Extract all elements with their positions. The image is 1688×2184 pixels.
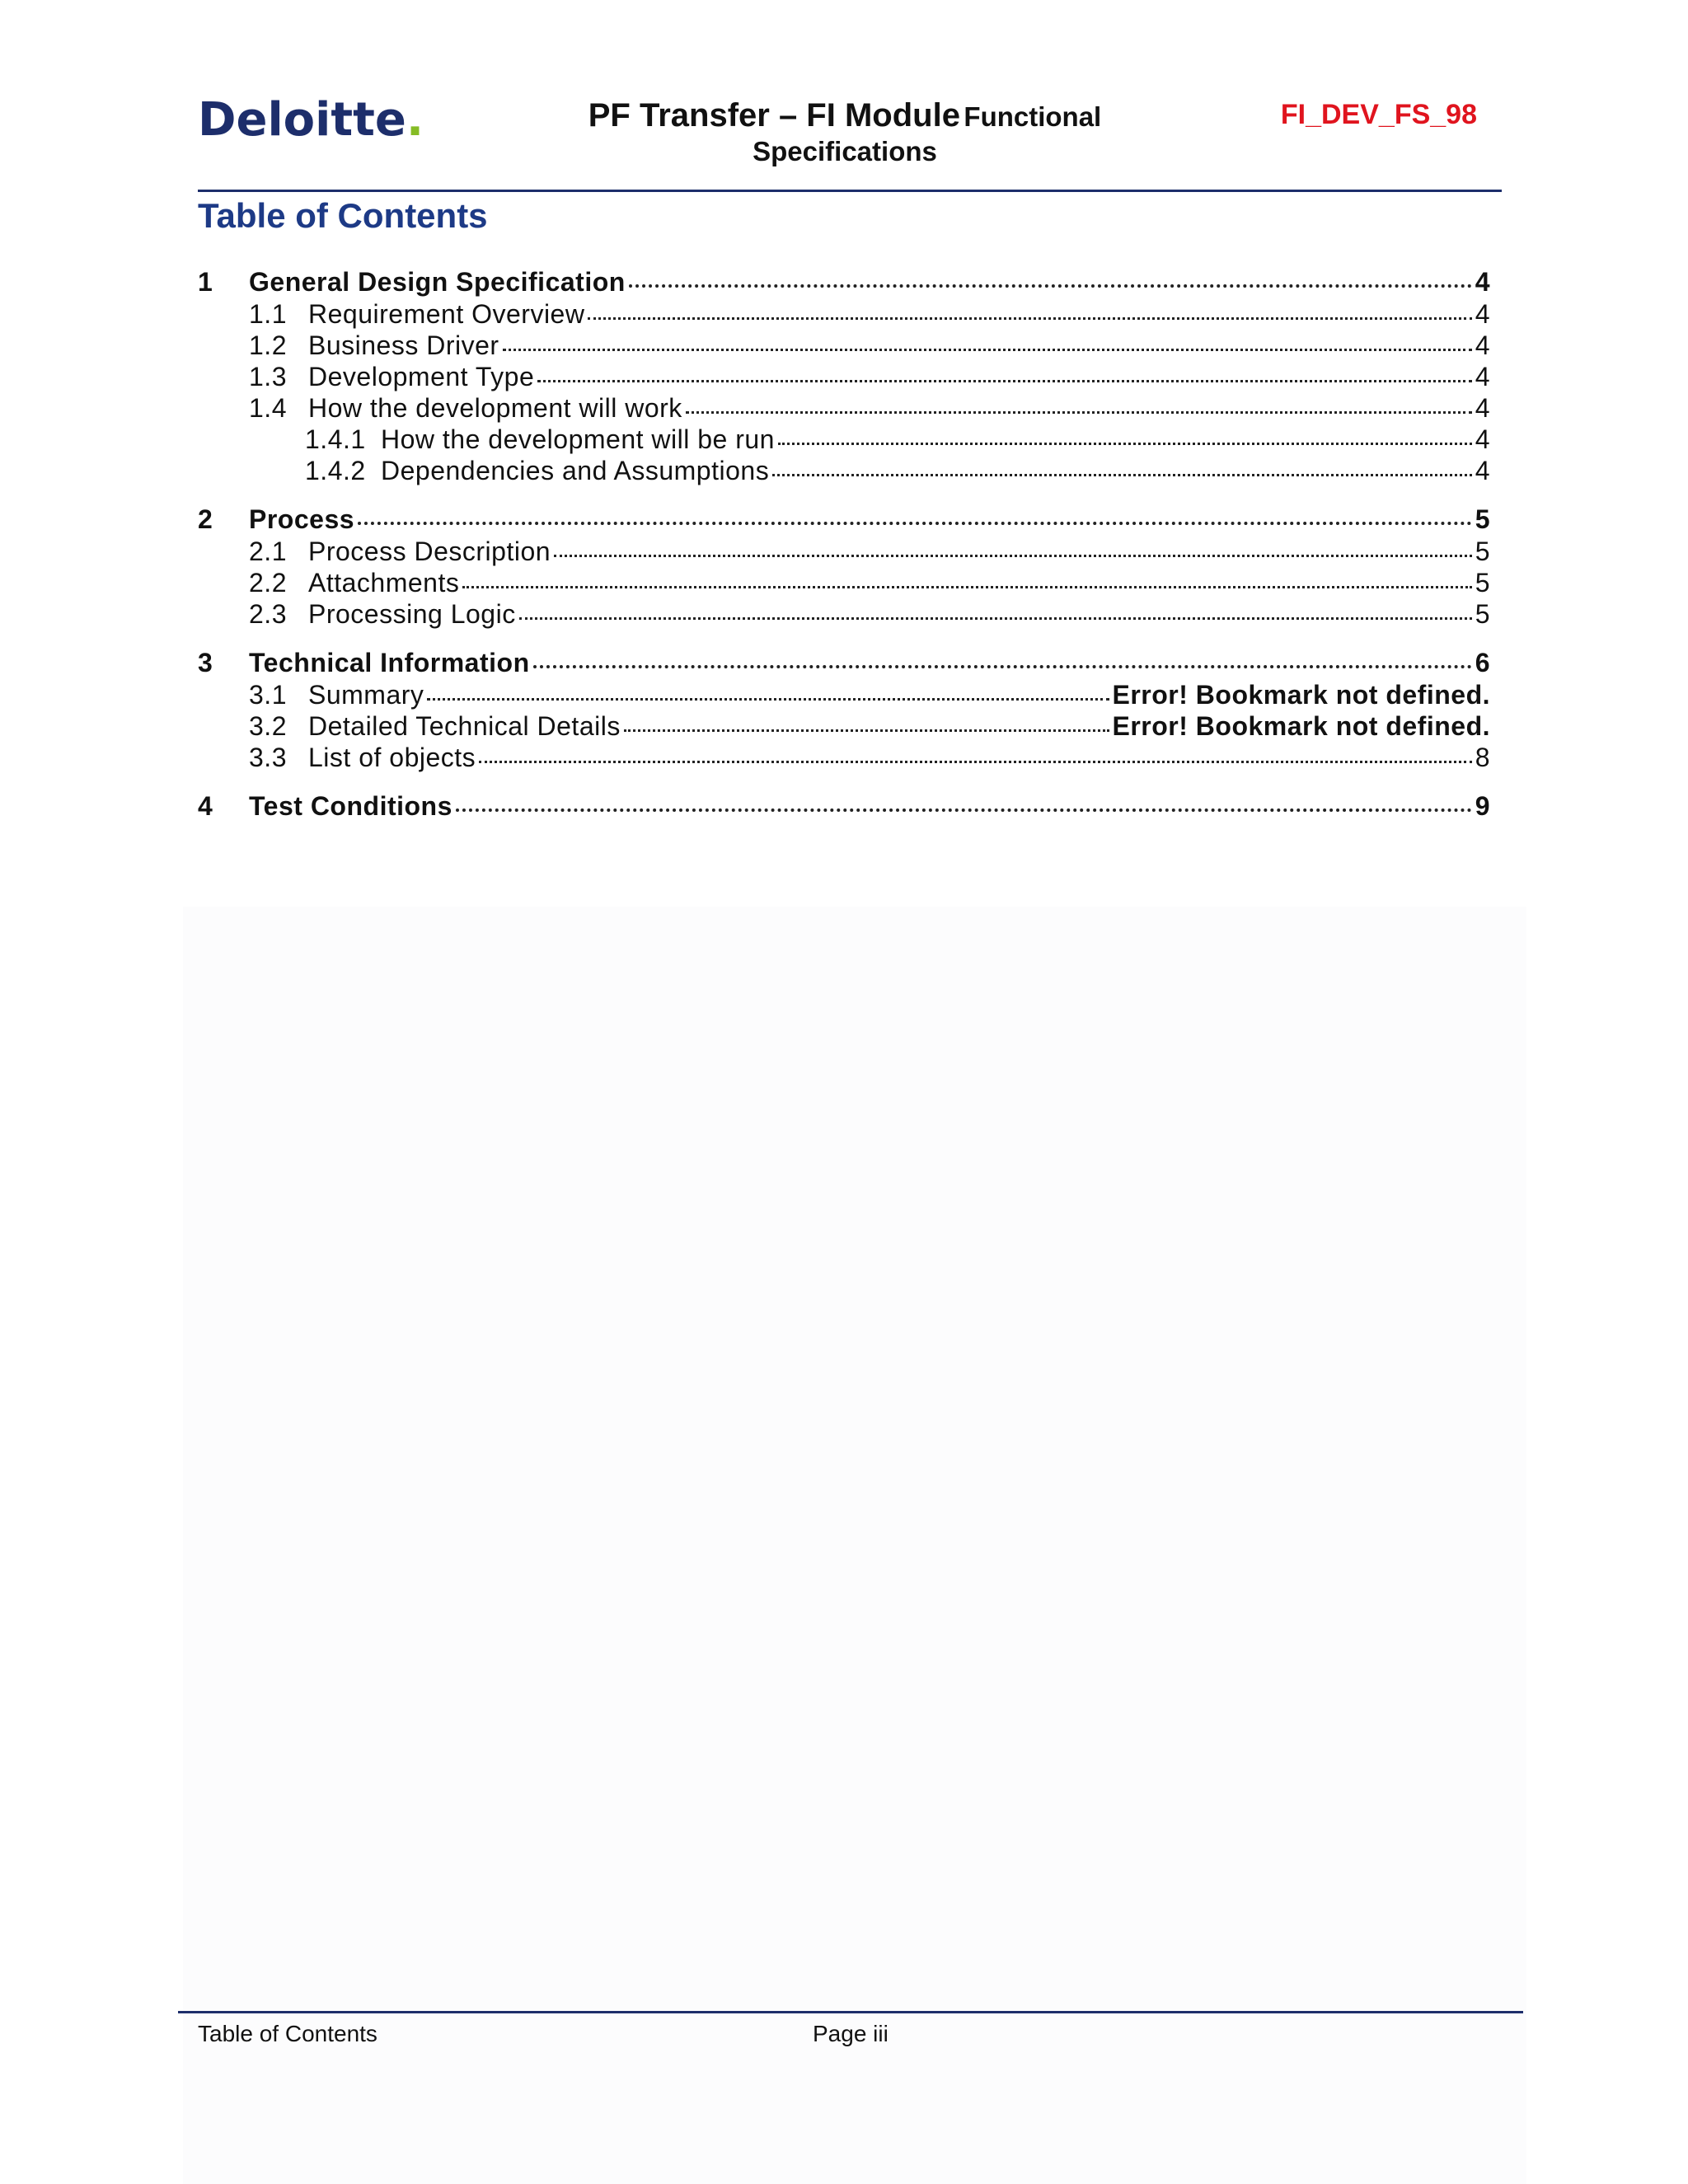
document-id: FI_DEV_FS_98 bbox=[1280, 99, 1477, 130]
footer-page-number: Page iii bbox=[813, 2021, 889, 2046]
header-rule bbox=[198, 190, 1502, 192]
toc-entry-number: 3 bbox=[198, 648, 213, 677]
toc-heading: Table of Contents bbox=[198, 196, 488, 235]
toc-entry-title: List of objects bbox=[308, 743, 476, 772]
toc-entry-title: Dependencies and Assumptions bbox=[381, 456, 770, 485]
toc-entry[interactable] bbox=[198, 567, 1490, 598]
toc-entry[interactable] bbox=[198, 298, 1490, 330]
toc-entry-number: 2.2 bbox=[249, 568, 287, 598]
toc-entry-title: Development Type bbox=[308, 362, 535, 391]
toc-entry[interactable] bbox=[198, 455, 1490, 486]
toc-entry[interactable] bbox=[198, 679, 1490, 710]
document-title bbox=[528, 96, 1162, 168]
toc-dot-leader bbox=[686, 411, 1472, 414]
toc-dot-leader bbox=[519, 617, 1472, 620]
toc-entry-number: 2.1 bbox=[249, 537, 287, 566]
toc-entry-title: How the development will be run bbox=[381, 424, 775, 454]
toc-entry-number: 2 bbox=[198, 504, 213, 534]
toc-dot-leader bbox=[554, 555, 1472, 557]
toc-dot-leader bbox=[462, 586, 1471, 588]
toc-dot-leader bbox=[629, 284, 1472, 288]
toc-entry-page: 4 bbox=[1475, 393, 1490, 423]
toc-dot-leader bbox=[772, 474, 1472, 476]
toc-entry-title: Summary bbox=[308, 680, 424, 710]
toc-entry-title: Detailed Technical Details bbox=[308, 711, 621, 741]
toc-entry-title: Requirement Overview bbox=[308, 299, 585, 329]
toc-dot-leader bbox=[537, 380, 1471, 382]
toc-entry-page: 5 bbox=[1475, 537, 1490, 566]
toc-dot-leader bbox=[358, 522, 1472, 525]
toc-entry[interactable] bbox=[198, 265, 1490, 298]
toc-entry-title: General Design Specification bbox=[249, 267, 626, 297]
toc-entry-number: 3.3 bbox=[249, 743, 287, 772]
toc-entry[interactable] bbox=[198, 742, 1490, 773]
toc-entry-number: 2.3 bbox=[249, 599, 287, 629]
toc-entry[interactable] bbox=[198, 392, 1490, 424]
footer-section-label: Table of Contents bbox=[198, 2021, 377, 2046]
toc-entry-number: 1.4.1 bbox=[305, 424, 366, 454]
toc-dot-leader bbox=[624, 729, 1109, 732]
toc-entry-page: 4 bbox=[1475, 330, 1490, 360]
toc-entry-page: Error! Bookmark not defined. bbox=[1112, 680, 1490, 710]
toc-entry[interactable] bbox=[198, 503, 1490, 536]
toc-entry-number: 1.4 bbox=[249, 393, 287, 423]
toc-entry-title: Test Conditions bbox=[249, 791, 452, 821]
toc-entry-title: How the development will work bbox=[308, 393, 682, 423]
footer-rule bbox=[178, 2011, 1523, 2013]
toc-entry[interactable] bbox=[198, 710, 1490, 742]
toc-entry-page: 4 bbox=[1475, 424, 1490, 454]
toc-entry-page: 5 bbox=[1475, 504, 1490, 534]
toc-entry-title: Technical Information bbox=[249, 648, 530, 677]
toc-entry-number: 1.3 bbox=[249, 362, 287, 391]
toc-dot-leader bbox=[479, 761, 1472, 763]
deloitte-logo: Deloitte. bbox=[198, 93, 424, 147]
toc-entry-page: 4 bbox=[1475, 267, 1490, 297]
toc-dot-leader bbox=[588, 317, 1471, 320]
title-main: PF Transfer – FI Module bbox=[588, 97, 960, 134]
toc-entry-page: 4 bbox=[1475, 362, 1490, 391]
page-background bbox=[183, 907, 1526, 2184]
title-suffix: Functional bbox=[964, 101, 1102, 132]
toc-entry[interactable] bbox=[198, 790, 1490, 823]
toc-entry-title: Business Driver bbox=[308, 330, 499, 360]
toc-entry-page: 6 bbox=[1475, 648, 1490, 677]
toc-entry-page: Error! Bookmark not defined. bbox=[1112, 711, 1490, 741]
toc-entry-title: Process Description bbox=[308, 537, 551, 566]
title-line2: Specifications bbox=[753, 136, 937, 166]
toc-dot-leader bbox=[456, 808, 1472, 812]
toc-entry-page: 5 bbox=[1475, 599, 1490, 629]
toc-entry-page: 4 bbox=[1475, 299, 1490, 329]
table-of-contents bbox=[198, 265, 1490, 823]
toc-entry-number: 4 bbox=[198, 791, 213, 821]
toc-entry[interactable] bbox=[198, 361, 1490, 392]
toc-entry[interactable] bbox=[198, 646, 1490, 679]
toc-dot-leader bbox=[533, 665, 1472, 668]
toc-entry-number: 1 bbox=[198, 267, 213, 297]
toc-entry-page: 9 bbox=[1475, 791, 1490, 821]
toc-entry-number: 3.1 bbox=[249, 680, 287, 710]
toc-entry[interactable] bbox=[198, 330, 1490, 361]
toc-entry-number: 1.4.2 bbox=[305, 456, 366, 485]
toc-entry-number: 1.2 bbox=[249, 330, 287, 360]
toc-entry-page: 4 bbox=[1475, 456, 1490, 485]
toc-dot-leader bbox=[427, 698, 1109, 701]
toc-entry-page: 5 bbox=[1475, 568, 1490, 598]
toc-entry-number: 1.1 bbox=[249, 299, 287, 329]
toc-dot-leader bbox=[503, 349, 1472, 351]
toc-dot-leader bbox=[778, 443, 1472, 445]
toc-entry[interactable] bbox=[198, 598, 1490, 630]
toc-entry[interactable] bbox=[198, 424, 1490, 455]
toc-entry-title: Process bbox=[249, 504, 355, 534]
toc-entry-number: 3.2 bbox=[249, 711, 287, 741]
toc-entry[interactable] bbox=[198, 536, 1490, 567]
toc-entry-title: Attachments bbox=[308, 568, 460, 598]
toc-entry-title: Processing Logic bbox=[308, 599, 516, 629]
toc-entry-page: 8 bbox=[1475, 743, 1490, 772]
